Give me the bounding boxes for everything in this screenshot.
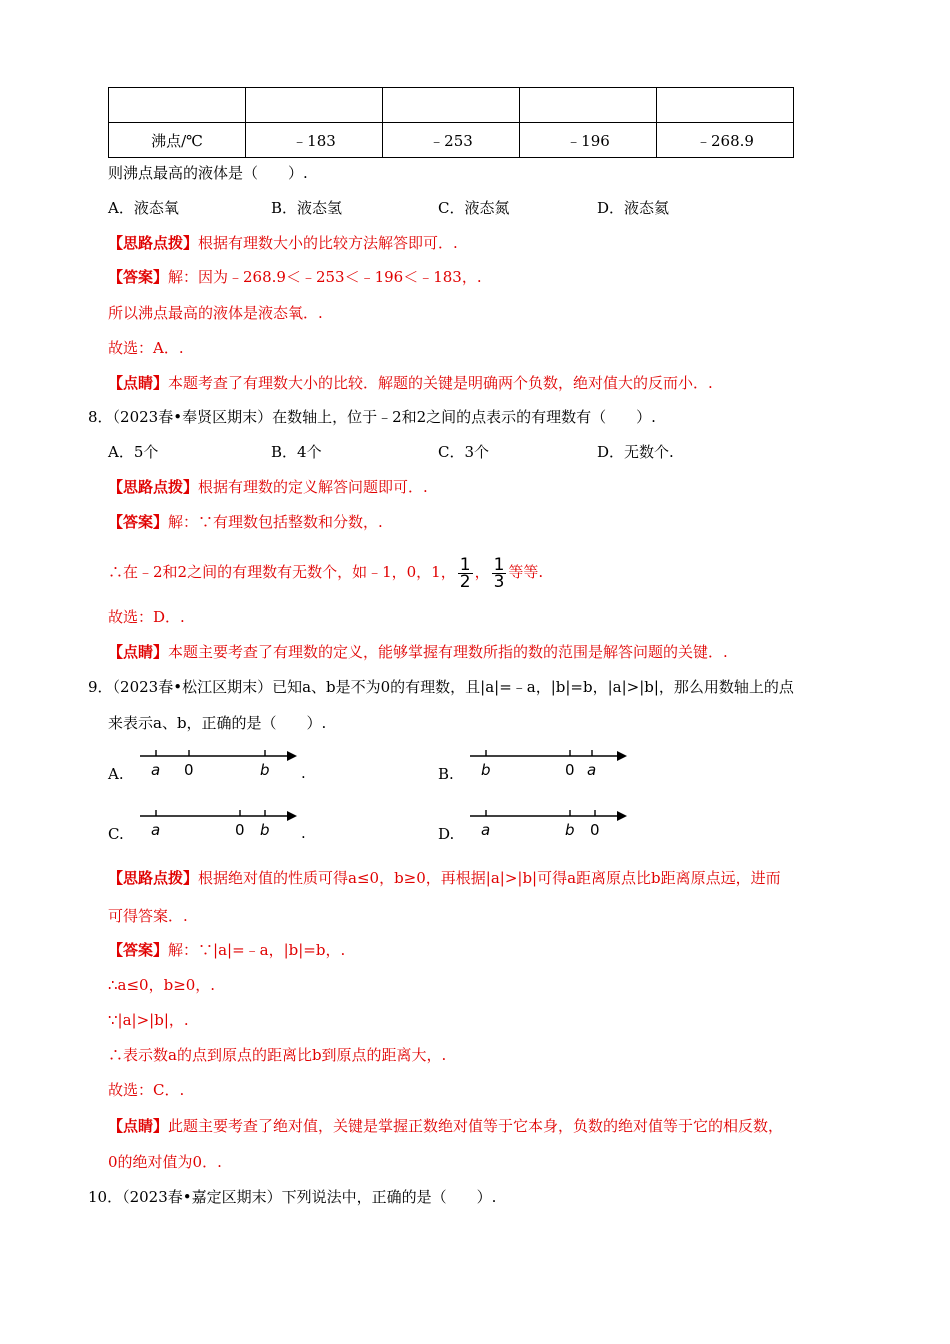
- comment-tag: 【点睛】: [108, 374, 169, 392]
- q9-answer: [108, 940, 345, 960]
- number-line-svg: [465, 805, 640, 845]
- number-line-d: [465, 805, 640, 849]
- fraction-separator: ，: [474, 563, 490, 581]
- table-cell: ﹣253: [383, 123, 520, 158]
- table-cell: ﹣183: [246, 123, 383, 158]
- arrow-head-icon: [617, 751, 627, 761]
- q9-stem-line1: 9．（2023春•松江区期末）已知a、b是不为0的有理数，且|a|=﹣a，|b|=b，|a|>|b|，那么用数轴上的点: [88, 678, 794, 696]
- answer-tag: 【答案】: [108, 513, 169, 531]
- table-cell: [657, 88, 794, 123]
- table-cell: [383, 88, 520, 123]
- q7-option-d: D．液态氦: [597, 199, 670, 217]
- fraction-one-half: [458, 554, 473, 592]
- q8-choice: 故选：D．.: [108, 608, 185, 626]
- table-row: [109, 123, 794, 158]
- answer-tag: 【答案】: [108, 941, 169, 959]
- q9-hint: [108, 868, 781, 888]
- answer-text: 解：∵|a|=﹣a，|b|=b，.: [168, 941, 346, 959]
- answer-text: 解：因为﹣268.9＜﹣253＜﹣196＜﹣183，.: [168, 268, 482, 286]
- arrow-head-icon: [287, 751, 297, 761]
- answer-tag: 【答案】: [108, 268, 169, 286]
- table-cell: ﹣196: [520, 123, 657, 158]
- tick-label: a: [151, 821, 161, 839]
- tick-label: 0: [235, 821, 245, 839]
- comment-text: 此题主要考查了绝对值，关键是掌握正数绝对值等于它本身，负数的绝对值等于它的相反数，: [168, 1117, 784, 1135]
- fraction-numerator: 1: [459, 554, 471, 575]
- tick-label: b: [260, 821, 270, 839]
- hint-tag: 【思路点拨】: [108, 234, 199, 252]
- hint-text: 根据绝对值的性质可得a≤0，b≥0，再根据|a|>|b|可得a距离原点比b距离原点远，进而: [198, 869, 781, 887]
- dot: .: [301, 764, 306, 782]
- q7-option-a: A．液态氧: [108, 199, 179, 217]
- q9-answer-line4: ∴表示数a的点到原点的距离比b到原点的距离大，.: [108, 1046, 447, 1064]
- answer-text: 解：∵有理数包括整数和分数，.: [168, 513, 383, 531]
- q10-stem: 10．（2023春•嘉定区期末）下列说法中，正确的是（ ）.: [88, 1188, 497, 1206]
- answer-text: ∴在﹣2和2之间的有理数有无数个，如﹣1，0，1，: [108, 563, 456, 581]
- fraction-numerator: 1: [493, 554, 505, 575]
- table-row: [109, 88, 794, 123]
- fraction-denominator: 2: [459, 571, 471, 592]
- q9-stem-line2: 来表示a、b，正确的是（ ）.: [108, 714, 327, 732]
- tick-label: b: [481, 761, 491, 779]
- arrow-head-icon: [617, 811, 627, 821]
- number-line-svg: [135, 805, 310, 845]
- tick-label: a: [481, 821, 491, 839]
- q9-answer-line3: ∵|a|>|b|，.: [108, 1011, 189, 1029]
- q7-option-b: B．液态氢: [271, 199, 343, 217]
- hint-text: 根据有理数的定义解答问题即可．.: [198, 478, 428, 496]
- number-line-a: [135, 745, 310, 789]
- fraction-one-third: [492, 554, 507, 592]
- q7-choice: 故选：A．.: [108, 339, 184, 357]
- q8-option-c: C．3个: [438, 443, 490, 461]
- tick-label: 0: [184, 761, 194, 779]
- table-cell: ﹣268.9: [657, 123, 794, 158]
- q7-stem: 则沸点最高的液体是（ ）.: [108, 164, 308, 182]
- arrow-head-icon: [287, 811, 297, 821]
- q7-comment: [108, 373, 713, 393]
- q9-choice: 故选：C．.: [108, 1081, 185, 1099]
- q9-option-d-label: D.: [438, 825, 455, 843]
- tick-label: 0: [590, 821, 600, 839]
- hint-tag: 【思路点拨】: [108, 478, 199, 496]
- q8-option-a: A．5个: [108, 443, 159, 461]
- q9-comment-line2: 0的绝对值为0．.: [108, 1153, 222, 1171]
- q9-answer-line2: ∴a≤0，b≥0，.: [108, 976, 216, 994]
- q9-option-a-label: A.: [108, 765, 124, 783]
- q8-hint: [108, 477, 428, 497]
- fraction-denominator: 3: [493, 571, 505, 592]
- answer-text: 等等.: [508, 563, 544, 581]
- hint-tag: 【思路点拨】: [108, 869, 199, 887]
- boiling-point-table: [108, 87, 794, 158]
- q9-option-c-label: C.: [108, 825, 124, 843]
- tick-label: b: [565, 821, 575, 839]
- q7-answer: [108, 267, 482, 287]
- q8-stem: 8．（2023春•奉贤区期末）在数轴上，位于﹣2和2之间的点表示的有理数有（ ）.: [88, 408, 656, 426]
- tick-label: a: [587, 761, 597, 779]
- q7-answer-line2: 所以沸点最高的液体是液态氧．.: [108, 304, 323, 322]
- table-cell: [520, 88, 657, 123]
- q9-comment: [108, 1116, 783, 1136]
- number-line-c: [135, 805, 310, 849]
- tick-label: b: [260, 761, 270, 779]
- comment-tag: 【点睛】: [108, 643, 169, 661]
- hint-text: 根据有理数大小的比较方法解答即可．.: [198, 234, 458, 252]
- comment-text: 本题主要考查了有理数的定义，能够掌握有理数所指的数的范围是解答问题的关键．.: [168, 643, 728, 661]
- q7-hint: [108, 233, 458, 253]
- q9-hint-line2: 可得答案．.: [108, 907, 188, 925]
- comment-text: 本题考查了有理数大小的比较．解题的关键是明确两个负数，绝对值大的反而小．.: [168, 374, 713, 392]
- q8-answer: [108, 512, 383, 532]
- tick-label: 0: [565, 761, 575, 779]
- number-line-svg: [135, 745, 310, 785]
- comment-tag: 【点睛】: [108, 1117, 169, 1135]
- table-cell: [246, 88, 383, 123]
- q8-comment: [108, 642, 728, 662]
- q9-option-b-label: B.: [438, 765, 454, 783]
- table-cell: 沸点/℃: [109, 123, 246, 158]
- number-line-svg: [465, 745, 640, 785]
- tick-label: a: [151, 761, 161, 779]
- q8-option-d: D．无数个.: [597, 443, 674, 461]
- q8-answer-line2: [108, 554, 543, 590]
- q8-option-b: B．4个: [271, 443, 322, 461]
- number-line-b: [465, 745, 640, 789]
- table-cell: [109, 88, 246, 123]
- dot: .: [301, 824, 306, 842]
- q7-option-c: C．液态氮: [438, 199, 510, 217]
